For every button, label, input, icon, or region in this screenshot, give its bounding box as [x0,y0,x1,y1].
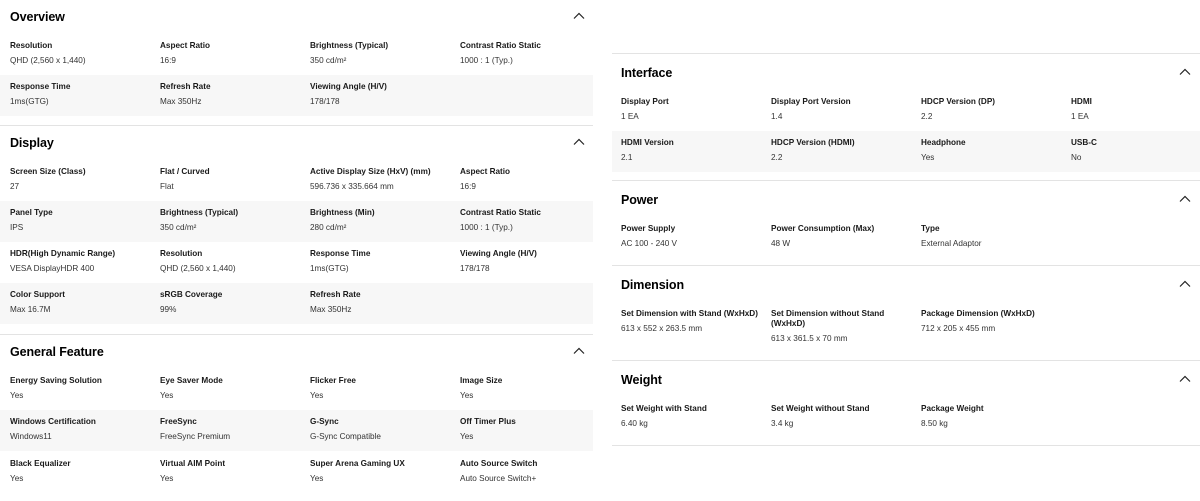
spec-row [0,75,593,116]
spec-item [621,90,769,131]
spec-item [460,242,608,283]
spec-item [10,34,158,75]
section-overview [0,0,593,125]
spec-value: 350 cd/m² [160,223,197,232]
spec-value: Auto Source Switch+ [460,474,537,483]
spec-item [771,131,919,172]
spec-label: Virtual AIM Point [160,459,226,468]
section-header-display[interactable] [0,126,593,160]
spec-value: Yes [10,391,24,400]
spec-item [160,410,308,451]
section-title: Dimension [621,278,684,292]
spec-label: Flicker Free [310,376,356,385]
spec-value: No [1071,153,1082,162]
section-title: General Feature [10,345,104,359]
chevron-up-icon[interactable] [1179,68,1191,76]
spec-value: Flat [160,182,174,191]
chevron-up-icon[interactable] [1179,195,1191,203]
spec-row [612,217,1200,258]
spec-item [921,131,1069,172]
spec-label: Active Display Size (HxV) (mm) [310,167,431,176]
spec-value: 613 x 552 x 263.5 mm [621,324,703,333]
spec-item [160,201,308,242]
section-power [612,181,1200,265]
spec-label: Brightness (Min) [310,208,375,217]
spec-label: Resolution [10,41,53,50]
spec-label: Contrast Ratio Static [460,208,541,217]
spec-label: Super Arena Gaming UX [310,459,405,468]
spec-item [160,283,308,324]
spec-label: Refresh Rate [310,290,361,299]
spec-item [921,90,1069,131]
spec-value: 16:9 [160,56,176,65]
spec-value: 712 x 205 x 455 mm [921,324,996,333]
spec-item [310,34,458,75]
chevron-up-icon[interactable] [573,12,585,20]
spec-item [10,410,158,451]
spec-value: Yes [460,432,474,441]
spec-label: Viewing Angle (H/V) [460,249,537,258]
spec-row [612,397,1200,438]
spec-label: HDMI Version [621,138,674,147]
spec-value: AC 100 - 240 V [621,239,677,248]
spec-value: Windows11 [10,432,52,441]
spec-label: Power Supply [621,224,676,233]
spec-label: Color Support [10,290,66,299]
spec-label: Windows Certification [10,417,96,426]
spec-label: Power Consumption (Max) [771,224,875,233]
spec-label: Set Weight without Stand [771,404,870,413]
spec-item [310,452,458,493]
spec-value: VESA DisplayHDR 400 [10,264,95,273]
section-header-dimension[interactable] [612,266,1200,300]
spec-value: Yes [310,391,324,400]
spec-value: 3.4 kg [771,419,794,428]
spec-item [460,369,608,410]
spec-value: 6.40 kg [621,419,648,428]
section-header-interface[interactable] [612,54,1200,88]
spec-value: 1 EA [1071,112,1089,121]
spec-value: 178/178 [310,97,340,106]
section-header-power[interactable] [612,181,1200,215]
spec-item [160,452,308,493]
spec-item [310,369,458,410]
section-general-feature [0,335,593,501]
spec-item [460,201,608,242]
spec-label: Brightness (Typical) [310,41,389,50]
spec-value: 1.4 [771,112,783,121]
spec-label: Headphone [921,138,966,147]
spec-value: 1ms(GTG) [10,97,49,106]
spec-label: Screen Size (Class) [10,167,86,176]
spec-item [460,452,608,493]
spec-value: IPS [10,223,24,232]
spec-value: 2.1 [621,153,633,162]
spec-value: Yes [10,474,24,483]
spec-label: Black Equalizer [10,459,71,468]
spec-item [1071,90,1200,131]
spec-label: G-Sync [310,417,339,426]
spec-value: 1000 : 1 (Typ.) [460,223,513,232]
spec-row [0,201,593,242]
spec-item [460,160,608,201]
section-title: Power [621,193,659,207]
spec-label: Panel Type [10,208,53,217]
spec-label: Brightness (Typical) [160,208,239,217]
chevron-up-icon[interactable] [573,138,585,146]
spec-item [771,90,919,131]
spec-value: QHD (2,560 x 1,440) [10,56,86,65]
spec-row [0,452,593,493]
spec-item [621,397,769,438]
spec-label: sRGB Coverage [160,290,223,299]
spec-value: 48 W [771,239,791,248]
spec-value: Max 350Hz [310,305,352,314]
section-title: Weight [621,373,662,387]
spec-value: 613 x 361.5 x 70 mm [771,334,848,343]
spec-row [612,302,1200,354]
spec-value: QHD (2,560 x 1,440) [160,264,236,273]
spec-value: Max 350Hz [160,97,202,106]
spec-item [621,217,769,258]
section-display [0,126,593,334]
spec-label: FreeSync [160,417,197,426]
section-weight [612,361,1200,445]
spec-item [921,397,1069,438]
spec-item [160,34,308,75]
spec-label: Energy Saving Solution [10,376,102,385]
spec-item [310,410,458,451]
chevron-up-icon[interactable] [573,347,585,355]
spec-value: 350 cd/m² [310,56,347,65]
chevron-up-icon[interactable] [1179,280,1191,288]
spec-item [621,131,769,172]
spec-label: HDR(High Dynamic Range) [10,249,116,258]
spec-label: Package Dimension (WxHxD) [921,309,1035,318]
spec-label: Package Weight [921,404,984,413]
spec-item [160,369,308,410]
spec-item [160,242,308,283]
section-header-general-feature[interactable] [0,335,593,369]
spec-value: External Adaptor [921,239,982,248]
spec-value: Yes [921,153,935,162]
spec-value: FreeSync Premium [160,432,231,441]
spec-row [0,160,593,201]
spec-item [10,452,158,493]
spec-label: Contrast Ratio Static [460,41,541,50]
spec-value: 16:9 [460,182,476,191]
spec-value: 2.2 [771,153,783,162]
spec-row [0,369,593,410]
spec-value: 1ms(GTG) [310,264,349,273]
spec-value: Yes [160,391,174,400]
spec-value: 596.736 x 335.664 mm [310,182,394,191]
spec-item [310,283,458,324]
spec-value: Yes [160,474,174,483]
spec-row [612,90,1200,131]
spec-label: HDCP Version (DP) [921,97,996,106]
spec-label: Flat / Curved [160,167,210,176]
spec-value: Max 16.7M [10,305,51,314]
spec-value: 280 cd/m² [310,223,347,232]
section-header-weight[interactable] [612,361,1200,395]
section-dimension [612,266,1200,360]
spec-label: Response Time [10,82,71,91]
spec-value: G-Sync Compatible [310,432,381,441]
spec-item [771,397,919,438]
section-interface [612,54,1200,181]
spec-item [921,302,1069,354]
spec-label: Viewing Angle (H/V) [310,82,387,91]
spec-label: Auto Source Switch [460,459,538,468]
spec-label: Display Port [621,97,669,106]
spec-value: 1000 : 1 (Typ.) [460,56,513,65]
section-title: Interface [621,66,673,80]
spec-value: 1 EA [621,112,639,121]
spec-row [0,34,593,75]
spec-row [0,410,593,451]
spec-item [160,75,308,116]
spec-item [310,201,458,242]
spec-label: Eye Saver Mode [160,376,223,385]
section-divider [612,445,1200,446]
spec-item [460,34,608,75]
spec-item [1071,131,1200,172]
spec-value: 27 [10,182,20,191]
spec-value: Yes [310,474,324,483]
chevron-up-icon[interactable] [1179,375,1191,383]
spec-label: Display Port Version [771,97,851,106]
spec-label: Response Time [310,249,371,258]
spec-label: Aspect Ratio [160,41,211,50]
spec-value: 8.50 kg [921,419,948,428]
spec-label: Image Size [460,376,503,385]
spec-label: Type [921,224,940,233]
spec-label: Set Dimension with Stand (WxHxD) [621,309,758,318]
spec-value: 99% [160,305,177,314]
section-title: Display [10,136,54,150]
spec-item [310,75,458,116]
spec-row [0,242,593,283]
spec-item [310,160,458,201]
spec-label: Aspect Ratio [460,167,511,176]
spec-item [621,302,769,354]
spec-label: Set Weight with Stand [621,404,707,413]
spec-item [771,302,919,354]
section-header-overview[interactable] [0,0,593,34]
spec-item [10,160,158,201]
spec-item [310,242,458,283]
spec-value: Yes [460,391,474,400]
spec-row [0,283,593,324]
spec-label: Off Timer Plus [460,417,516,426]
spec-item [460,410,608,451]
spec-item [10,242,158,283]
spec-label: Refresh Rate [160,82,211,91]
spec-value: 2.2 [921,112,933,121]
section-title: Overview [10,10,65,24]
spec-value: 178/178 [460,264,490,273]
spec-item [160,160,308,201]
spec-item [771,217,919,258]
spec-item [921,217,1069,258]
spec-item [10,283,158,324]
spec-item [10,75,158,116]
spec-item [10,201,158,242]
spec-item [10,369,158,410]
spec-label: HDMI [1071,97,1092,106]
spec-label: USB-C [1071,138,1097,147]
spec-row [612,131,1200,172]
spec-label: Resolution [160,249,203,258]
spec-label: HDCP Version (HDMI) [771,138,855,147]
spec-label: Set Dimension without Stand (WxHxD) [771,309,885,328]
